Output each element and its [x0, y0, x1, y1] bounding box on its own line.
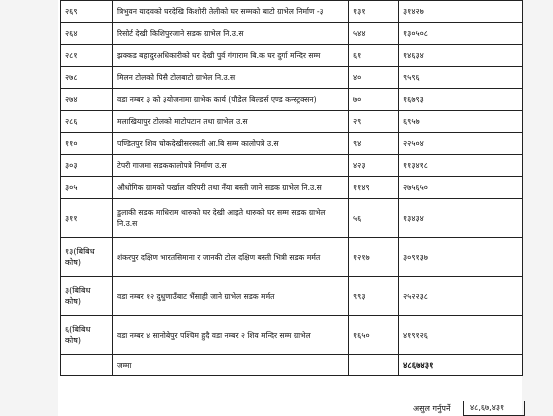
total-row-qty-blank — [349, 355, 399, 376]
row-amount: ११३४१८ — [399, 155, 523, 177]
row-amount: १६७९३ — [399, 89, 523, 111]
row-quantity: ५६ — [349, 199, 399, 238]
row-description: वडा नम्बर १२ दुधुणाउँबाट भैंसाही जाने ग्राभेल सडक मर्मत — [113, 277, 349, 316]
row-quantity: ४२३ — [349, 155, 399, 177]
row-serial-number: २६४ — [61, 23, 113, 45]
row-description: औधोगिक ग्रामको पर्खाल वरिपरी तथा नँया बस्ती जाने सडक ग्राभेल नि.उ.स — [113, 177, 349, 199]
row-serial-number: २८६ — [61, 111, 113, 133]
row-serial-number: ३(बिबिध कोष) — [61, 277, 113, 316]
row-description: झक्कड बहादुरअधिकारीको घर देखी पुर्व गंगाराम बि.क घर दुर्गा मन्दिर सम्म — [113, 45, 349, 67]
row-quantity: ११४९ — [349, 177, 399, 199]
collection-due-amount: ४८,६७,४३१ — [463, 401, 525, 416]
row-quantity: ४० — [349, 67, 399, 89]
row-quantity: ७० — [349, 89, 399, 111]
row-amount: ३१४२७ — [399, 1, 523, 23]
total-label: जम्मा — [113, 355, 349, 376]
row-quantity: ५४४ — [349, 23, 399, 45]
table-row — [61, 89, 523, 111]
row-quantity: ९४ — [349, 133, 399, 155]
table-row — [61, 155, 523, 177]
collection-due — [413, 401, 525, 416]
table-row — [61, 45, 523, 67]
row-description: पण्डितपुर शिव चोकदेखीसरस्वती आ.बि सम्म कालोपत्रे उ.स — [113, 133, 349, 155]
table-row — [61, 199, 523, 238]
row-description: डुलाकी सडक माधिराम थारुको घर देखी आइते थारुको घर सम्म सडक ग्राभेल नि.उ.स — [113, 199, 349, 238]
row-serial-number: १३(बिबिध कोष) — [61, 238, 113, 277]
row-description: त्रिभुवन यादवको घरदेखि किशोरी तेलीको घर सम्मको बाटो ग्राभेल निर्माण -३ — [113, 1, 349, 23]
total-row — [61, 355, 523, 376]
row-serial-number: ३११ — [61, 199, 113, 238]
row-description: टेपरी गाजमा सडककालोपत्रे निर्माण उ.स — [113, 155, 349, 177]
row-amount: २७५६५० — [399, 177, 523, 199]
row-quantity: ६१ — [349, 45, 399, 67]
table-row — [61, 111, 523, 133]
row-amount: ९५९६ — [399, 67, 523, 89]
row-amount: १३४३४ — [399, 199, 523, 238]
table-row — [61, 277, 523, 316]
table-row — [61, 67, 523, 89]
row-description: वडा नम्बर ४ सानोबेपुर पश्चिम हुदै वडा नम्बर २ शिव मन्दिर सम्म ग्राभेल — [113, 316, 349, 355]
table-row — [61, 316, 523, 355]
row-serial-number: ११० — [61, 133, 113, 155]
table-row — [61, 238, 523, 277]
table-row — [61, 1, 523, 23]
row-quantity: १६५० — [349, 316, 399, 355]
row-quantity: ९९३ — [349, 277, 399, 316]
total-row-blank — [61, 355, 113, 376]
row-amount: १४६३४ — [399, 45, 523, 67]
records-table — [60, 0, 523, 376]
row-quantity: १३१ — [349, 1, 399, 23]
row-description: मिलन टोलको पिसै टोलबाटो ग्राभेल नि.उ.स — [113, 67, 349, 89]
row-serial-number: ३०५ — [61, 177, 113, 199]
page-margin-left — [0, 0, 58, 416]
row-description: मलाखियापुर टोलको माटोपटान तथा ग्राभेल उ.स — [113, 111, 349, 133]
table-row — [61, 23, 523, 45]
row-serial-number: २७८ — [61, 67, 113, 89]
row-amount: ४१९१२६ — [399, 316, 523, 355]
row-quantity: १२१७ — [349, 238, 399, 277]
row-quantity: २९ — [349, 111, 399, 133]
collection-due-label: असुल गर्नुपर्ने — [413, 404, 451, 413]
row-serial-number: २७४ — [61, 89, 113, 111]
records-table-body — [61, 1, 523, 376]
row-serial-number: ३०३ — [61, 155, 113, 177]
total-amount: ४८६७४३१ — [399, 355, 523, 376]
row-description: शंकरपुर दक्षिण भारतसिमाना र जानकी टोल दक्षिण बस्ती भित्री सडक मर्मत — [113, 238, 349, 277]
row-description: रिसोर्ट देखी किशिपुरजाने सडक ग्राभेल नि.उ.स — [113, 23, 349, 45]
row-serial-number: २८१ — [61, 45, 113, 67]
row-amount: २२५०४ — [399, 133, 523, 155]
row-serial-number: २६९ — [61, 1, 113, 23]
row-amount: ३०९१३७ — [399, 238, 523, 277]
row-amount: १३०५०८ — [399, 23, 523, 45]
row-amount: ६९५७ — [399, 111, 523, 133]
table-row — [61, 133, 523, 155]
row-amount: २५२२३८ — [399, 277, 523, 316]
table-row — [61, 177, 523, 199]
row-description: वडा नम्बर ३ को ३योजनामा ग्राभेक कार्य (पौडेल बिल्डर्स एण्ड कन्स्ट्रक्सन) — [113, 89, 349, 111]
page-margin-right — [522, 0, 553, 416]
row-serial-number: ६(बिबिध कोष) — [61, 316, 113, 355]
